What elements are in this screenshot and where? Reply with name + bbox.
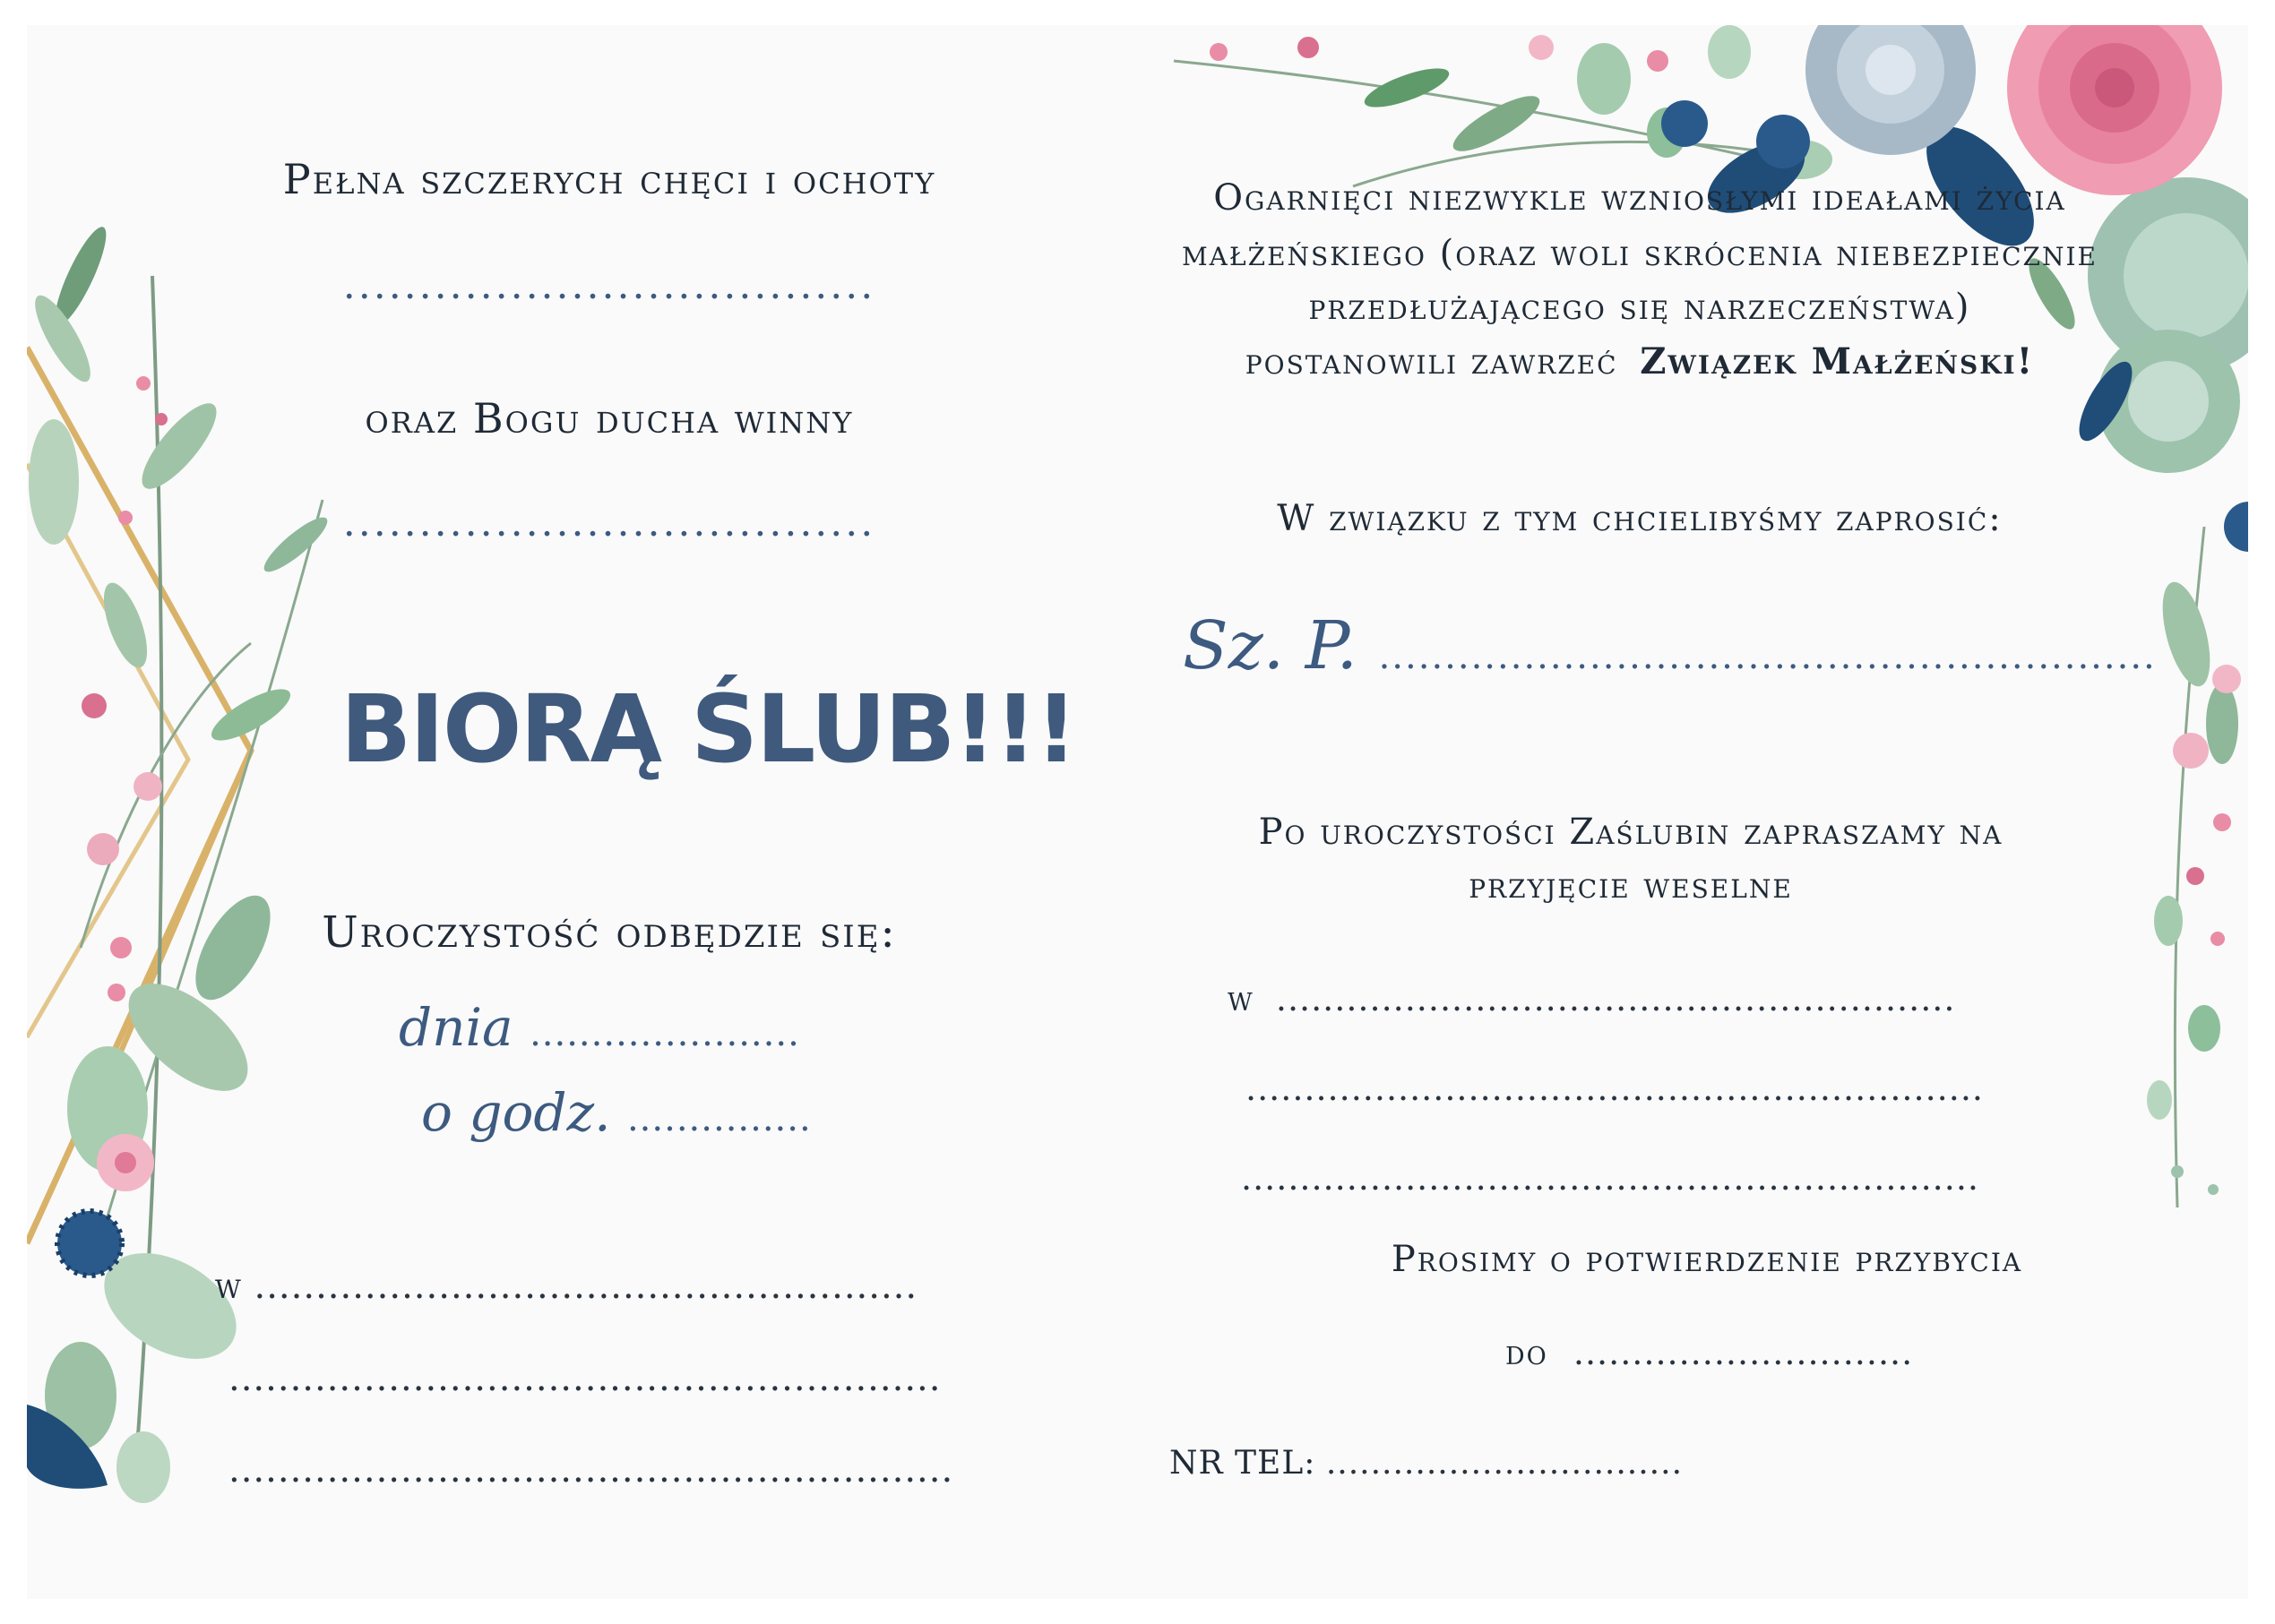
intro-line-2: małżeńskiego (oraz woli skrócenia niebezpiecznie — [1182, 233, 2098, 274]
phone-line — [1169, 1445, 1683, 1482]
rsvp-label: do — [1505, 1333, 1548, 1372]
rsvp-line: Prosimy o potwierdzenie przybycia — [1391, 1239, 2023, 1280]
invitation-card — [27, 25, 2248, 1599]
right-place-line-1 — [1228, 979, 1955, 1018]
right-place-dots-1: .......................................................... — [1275, 979, 1956, 1018]
left-line-2: oraz Bogu ducha winny — [365, 394, 854, 443]
phone-label: NR TEL: — [1169, 1445, 1316, 1482]
ceremony-label: Uroczystość odbędzie się: — [322, 907, 897, 958]
right-place-label: w — [1228, 979, 1254, 1018]
left-place-dots-1: ...................................................... — [254, 1266, 918, 1307]
left-dots-1: ................................... — [342, 262, 876, 308]
left-place-dots-2: .......................................................... — [228, 1358, 942, 1399]
date-dots: ...................... — [530, 1013, 800, 1054]
date-label: dnia — [399, 997, 513, 1058]
intro-bold: Związek Małżeński! — [1640, 340, 2035, 382]
guest-line — [1183, 607, 2157, 684]
phone-dots: ................................ — [1325, 1445, 1684, 1482]
intro-line-1: Ogarnięci niezwykle wzniosłymi ideałami życia — [1213, 177, 2066, 219]
guest-dots: ........................................................... — [1378, 636, 2157, 677]
intro-line-4 — [1147, 340, 2133, 382]
date-line — [399, 997, 800, 1058]
reception-line-2: przyjęcie weselne — [1469, 865, 1793, 907]
rsvp-dots: ............................. — [1573, 1333, 1914, 1372]
left-line-1: Pełna szczerych chęci i ochoty — [282, 155, 936, 203]
time-line — [421, 1082, 812, 1143]
left-place-dots-3: ........................................................... — [228, 1449, 954, 1491]
intro-line-3: przedłużającego się narzeczeństwa) — [1308, 287, 1971, 328]
guest-label: Sz. P. — [1183, 607, 1358, 684]
headline: BIORĄ ŚLUB!!! — [340, 675, 1076, 784]
rsvp-date-line — [1505, 1333, 1913, 1372]
right-place-dots-2: ............................................................... — [1245, 1069, 1984, 1108]
right-place-dots-3: ............................................................... — [1241, 1158, 1979, 1198]
left-place-line-1 — [215, 1266, 918, 1307]
reception-line-1: Po uroczystości Zaślubin zapraszamy na — [1258, 812, 2004, 853]
invite-line: W związku z tym chcielibyśmy zaprosić: — [1277, 498, 2003, 539]
intro-line-4-text: postanowili zawrzeć — [1245, 341, 1618, 382]
time-dots: ............... — [626, 1098, 812, 1139]
left-place-label: w — [215, 1266, 243, 1307]
time-label: o godz. — [421, 1082, 611, 1143]
left-dots-2: ................................... — [342, 500, 876, 546]
